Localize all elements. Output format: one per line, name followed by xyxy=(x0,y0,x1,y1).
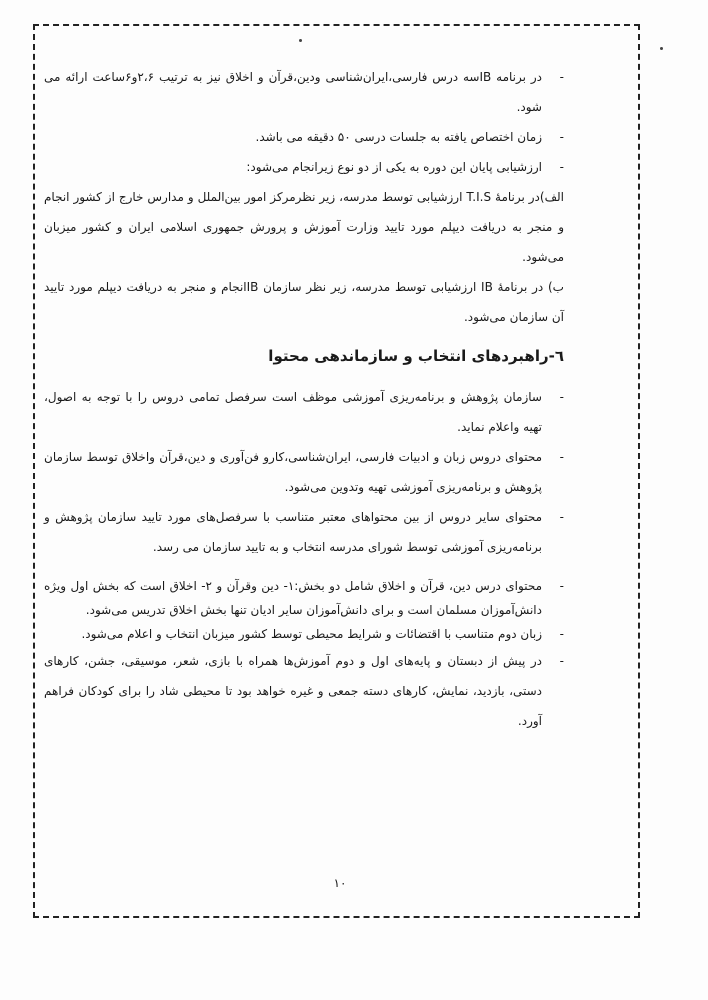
page-number: ۱۰ xyxy=(333,876,347,890)
list-item: - ارزشیابی پایان این دوره به یکی از دو نوع زیرانجام می‌شود: xyxy=(44,152,564,182)
list-item: - محتوای دروس زبان و ادبیات فارسی، ایران‌شناسی،کارو فن‌آوری و دین،قرآن واخلاق توسط سازمان پژوهش و برنامه‌ریزی آموزشی تهیه وتدوین می‌شود. xyxy=(44,442,564,502)
list-item: - محتوای درس دین، قرآن و اخلاق شامل دو بخش:۱- دین وقرآن و ۲- اخلاق است که بخش اول ویژه دانش‌آموزان مسلمان است و برای دانش‌آموزان سایر ادیان تنها بخش اخلاق تدریس می‌شود. xyxy=(44,574,564,622)
list-item: - در برنامه IBسه درس فارسی،ایران‌شناسی ودین،قرآن و اخلاق نیز به ترتیب ۲،۶و۶ساعت ارائه می شود. xyxy=(44,62,564,122)
scan-speck xyxy=(660,47,663,50)
list-item: - در پیش از دبستان و پایه‌های اول و دوم آموزش‌ها همراه با بازی، شعر، موسیقی، جشن، کارهای دستی، بازدید، نمایش، کارهای دسته جمعی و غیره خواهد بود تا محیطی شاد را برای کودکان فراهم آورد. xyxy=(44,646,564,736)
list-item: - زمان اختصاص یافته به جلسات درسی ۵۰ دقیقه می باشد. xyxy=(44,122,564,152)
paragraph-be: ب) در برنامهٔ IB ارزشیابی توسط مدرسه، زیر نظر سازمان IBانجام و منجر به دریافت دیپلم مورد تایید آن سازمان می‌شود. xyxy=(44,280,564,324)
paragraph-alef: الف)در برنامهٔ T.I.S ارزشیابی توسط مدرسه، زیر نظرمرکز امور بین‌الملل و مدارس خارج از کشور انجام و منجر به دریافت دیپلم مورد تایید وزارت آموزش و پرورش جمهوری اسلامی ایران و کشور میزبان می‌شود. xyxy=(44,190,564,264)
list-item: - محتوای سایر دروس از بین محتواهای معتبر متناسب با سرفصل‌های مورد تایید سازمان پژوهش و برنامه‌ریزی آموزشی توسط شورای مدرسه انتخاب و به تایید سازمان می رسد. xyxy=(44,502,564,562)
page-content xyxy=(44,62,564,736)
list-item: - زبان دوم متناسب با اقتضائات و شرایط محیطی توسط کشور میزبان انتخاب و اعلام می‌شود. xyxy=(44,622,564,646)
list-item: - سازمان پژوهش و برنامه‌ریزی آموزشی موظف است سرفصل تمامی دروس را با توجه به اصول، تهیه واعلام نماید. xyxy=(44,382,564,442)
section-heading: ٦-راهبردهای انتخاب و سازماندهی محتوا xyxy=(268,347,564,365)
